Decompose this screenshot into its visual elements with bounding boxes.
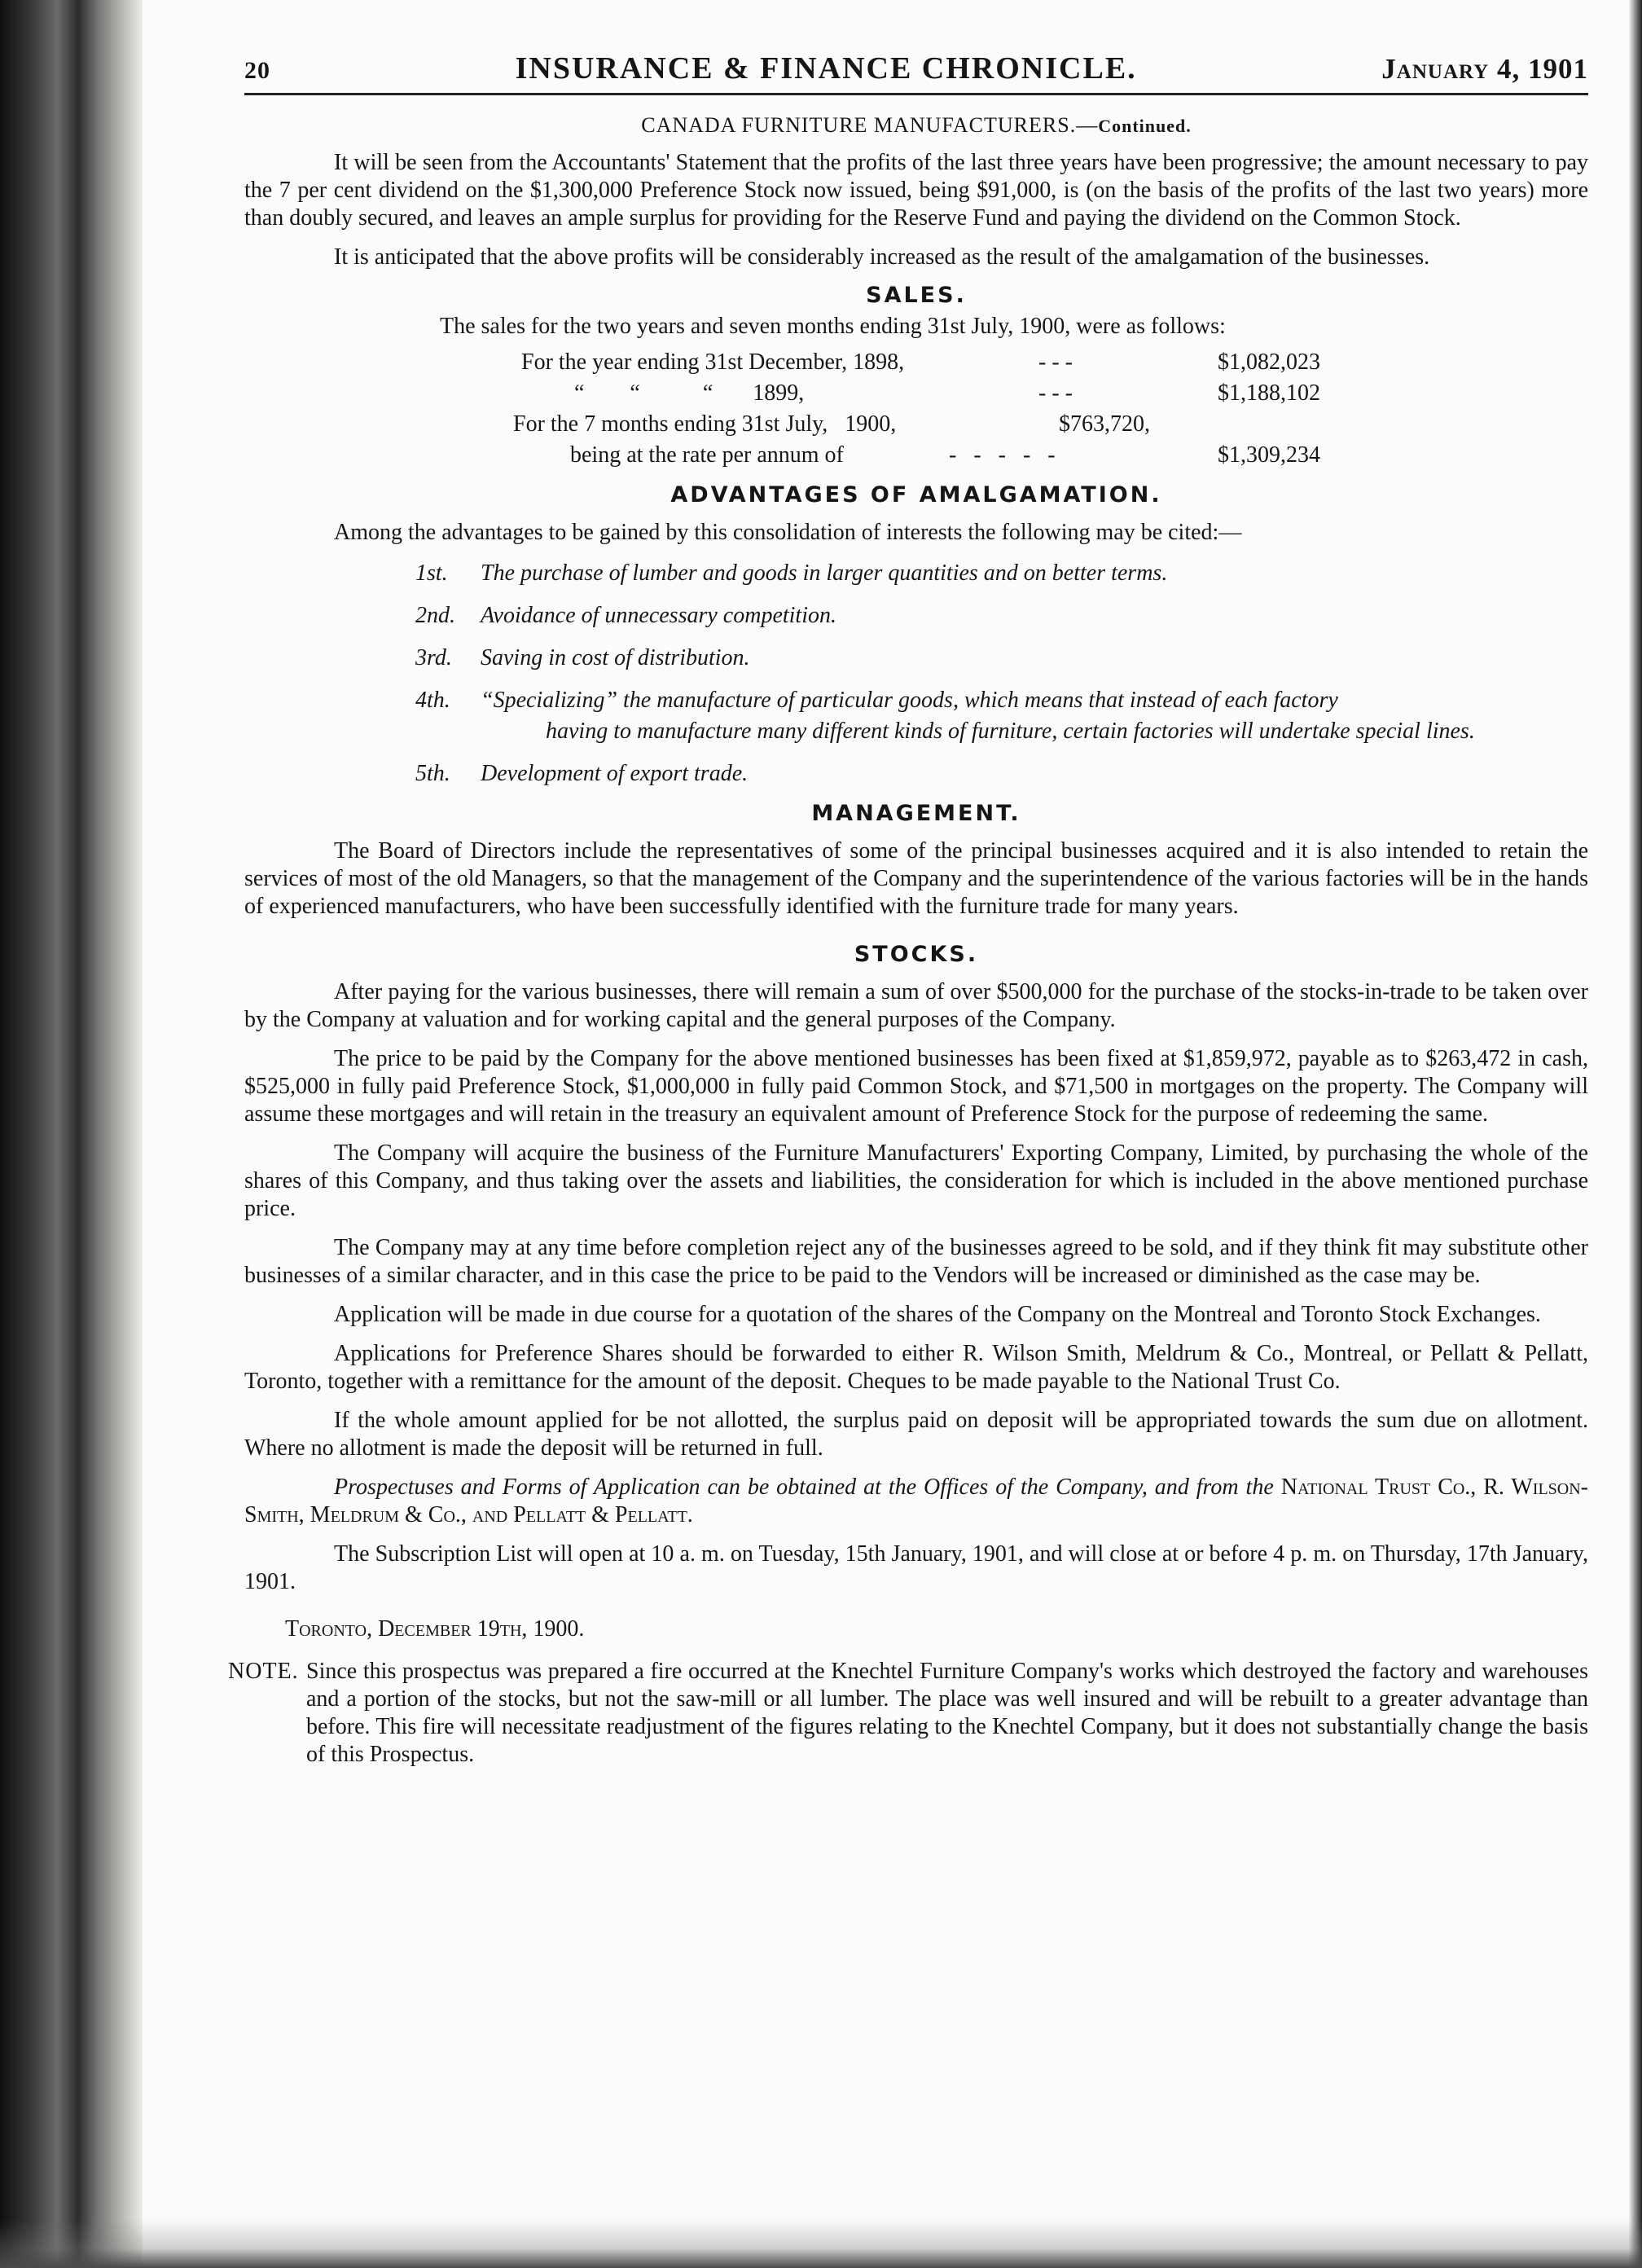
- advantage-number: 4th.: [415, 688, 450, 713]
- sales-intro: The sales for the two years and seven months ending 31st July, 1900, were as follows:: [440, 314, 1226, 339]
- note-block: [228, 1658, 1588, 1769]
- subscription-paragraph: The Subscription List will open at 10 a. m. on Tuesday, 15th January, 1901, and will close at or before 4 p. m. on Thursday, 17th January, 1901.: [244, 1541, 1588, 1594]
- sales-row-label: For the 7 months ending 31st July, 1900,: [513, 411, 897, 437]
- note-label: NOTE.: [228, 1659, 299, 1684]
- page-bottom-edge: [0, 2219, 1642, 2268]
- advantage-text: Avoidance of unnecessary competition.: [481, 603, 836, 628]
- advantage-item: [244, 685, 1588, 747]
- sales-row-label: For the year ending 31st December, 1898,: [521, 349, 905, 375]
- advantage-number: 1st.: [415, 560, 448, 586]
- masthead-title: INSURANCE & FINANCE CHRONICLE.: [515, 51, 1137, 86]
- continued-label: Continued.: [1098, 116, 1192, 136]
- advantage-text: “Specializing” the manufacture of particular goods, which means that instead of each factory: [481, 688, 1338, 713]
- sales-row-amount: $1,082,023: [1218, 349, 1320, 375]
- stocks-paragraph: Applications for Preference Shares should be forwarded to either R. Wilson Smith, Meldrum & Co., Montreal, or Pellatt & Pellatt, Toronto, together with a remittance for the amount of the deposit. Cheques to be made payable to the National Trust Co.: [244, 1341, 1588, 1394]
- advantage-text-continued: having to manufacture many different kinds of furniture, certain factories will undertake special lines.: [546, 719, 1475, 744]
- advantage-item: [244, 558, 1588, 589]
- sales-row-amount: $1,309,234: [1218, 442, 1320, 468]
- continued-title-text: CANADA FURNITURE MANUFACTURERS.—: [641, 113, 1099, 137]
- stocks-paragraph: If the whole amount applied for be not allotted, the surplus paid on deposit will be appropriated towards the sum due on allotment. Where no allotment is made the deposit will be returned in full.: [244, 1408, 1588, 1461]
- advantage-number: 2nd.: [415, 603, 455, 628]
- dateline: Toronto, December 19th, 1900.: [285, 1616, 585, 1642]
- stocks-paragraph: The Company may at any time before completion reject any of the businesses agreed to be sold, and if they think fit may substitute other businesses of a similar character, and in this case the price to be paid to the Vendors will be increased or diminished as the case may be.: [244, 1235, 1588, 1288]
- advantages-list: [244, 558, 1588, 789]
- advantage-item: [244, 758, 1588, 789]
- advantage-text-block: [481, 685, 1588, 747]
- running-header: [244, 51, 1588, 95]
- advantage-text: Saving in cost of distribution.: [481, 645, 750, 670]
- note-text: Since this prospectus was prepared a fire occurred at the Knechtel Furniture Company's works which destroyed the factory and warehouses and a portion of the stocks, but not the saw-mill or all lumber. The place was well insured and will be rebuilt to a greater advantage than before. This fire will necessitate readjustment of the figures relating to the Knechtel Company, but it does not substantially change the basis of this Prospectus.: [306, 1659, 1588, 1767]
- issue-date: January 4, 1901: [1381, 53, 1588, 85]
- sales-heading: SALES.: [866, 283, 967, 308]
- advantage-text: Development of export trade.: [481, 761, 749, 786]
- sales-row: [244, 409, 1588, 440]
- sales-row: [244, 347, 1588, 378]
- sales-row-label: being at the rate per annum of: [570, 442, 844, 468]
- stocks-paragraph: The Company will acquire the business of the Furniture Manufacturers' Exporting Company, Limited, by purchasing the whole of the shares of this Company, and thus taking over the assets and liabilities, the consideration for which is included in the above mentioned purchase price.: [244, 1141, 1588, 1221]
- management-paragraph: The Board of Directors include the representatives of some of the principal businesses acquired and it is also intended to retain the services of most of the old Managers, so that the management of the Company and the superintendence of the various factories will be in the hands of experienced manufacturers, who have been successfully identified with the furniture trade for many years.: [244, 838, 1588, 919]
- advantage-item: [244, 643, 1588, 674]
- sales-row-dashes: - - -: [1038, 349, 1073, 375]
- sales-row-partial: $763,720,: [1059, 411, 1150, 437]
- advantages-intro: Among the advantages to be gained by this consolidation of interests the following may be cited:—: [334, 520, 1242, 545]
- article-body: [228, 51, 1588, 1769]
- sales-row-dashes: - - - - -: [949, 442, 1056, 468]
- page-binding-shadow: [0, 0, 143, 2268]
- intro-paragraph-1: It will be seen from the Accountants' Statement that the profits of the last three years have been progressive; the amount necessary to pay the 7 per cent dividend on the $1,300,000 Preference Stock now issued, being $91,000, is (on the basis of the profits of the last two years) more than doubly secured, and leaves an ample surplus for providing for the Reserve Fund and paying the dividend on the Common Stock.: [244, 150, 1588, 231]
- stocks-paragraph: The price to be paid by the Company for the above mentioned businesses has been fixed at $1,859,972, payable as to $263,472 in cash, $525,000 in fully paid Preference Stock, $1,000,000 in fully paid Common Stock, and $71,500 in mortgages on the property. The Company will assume these mortgages and will retain in the treasury an equivalent amount of Preference Stock for the purpose of redeeming the same.: [244, 1046, 1588, 1127]
- advantage-number: 3rd.: [415, 645, 452, 670]
- sales-row: [244, 440, 1588, 471]
- page-right-edge: [1629, 0, 1642, 2268]
- sales-row: [244, 378, 1588, 409]
- advantage-item: [244, 600, 1588, 631]
- prospectus-italic: Prospectuses and Forms of Application can be obtained at the Offices of the Company, and from the: [334, 1475, 1274, 1500]
- sales-row-dashes: - - -: [1038, 380, 1073, 406]
- page-number: 20: [244, 57, 270, 84]
- sales-table: [244, 347, 1588, 471]
- stocks-heading: STOCKS.: [854, 942, 979, 967]
- advantage-text: The purchase of lumber and goods in larger quantities and on better terms.: [481, 560, 1168, 586]
- intro-paragraph-2: It is anticipated that the above profits will be considerably increased as the result of the amalgamation of the businesses.: [334, 244, 1430, 270]
- management-heading: MANAGEMENT.: [811, 801, 1021, 826]
- sales-row-amount: $1,188,102: [1218, 380, 1320, 406]
- advantage-number: 5th.: [415, 761, 450, 786]
- prospectus-paragraph: [244, 1474, 1588, 1529]
- stocks-paragraph: After paying for the various businesses, there will remain a sum of over $500,000 for the purchase of the stocks-in-trade to be taken over by the Company at valuation and for working capital and the general purposes of the Company.: [244, 979, 1588, 1032]
- stocks-paragraph: Application will be made in due course for a quotation of the shares of the Company on the Montreal and Toronto Stock Exchanges.: [334, 1302, 1541, 1327]
- advantages-heading: ADVANTAGES OF AMALGAMATION.: [670, 482, 1162, 508]
- prospectus-offices: National Trust Co., R. Wilson-Smith, Meldrum & Co., and Pellatt & Pellatt.: [244, 1475, 1588, 1527]
- sales-row-label: “ “ “ 1899,: [574, 380, 805, 406]
- continued-title: [244, 113, 1588, 138]
